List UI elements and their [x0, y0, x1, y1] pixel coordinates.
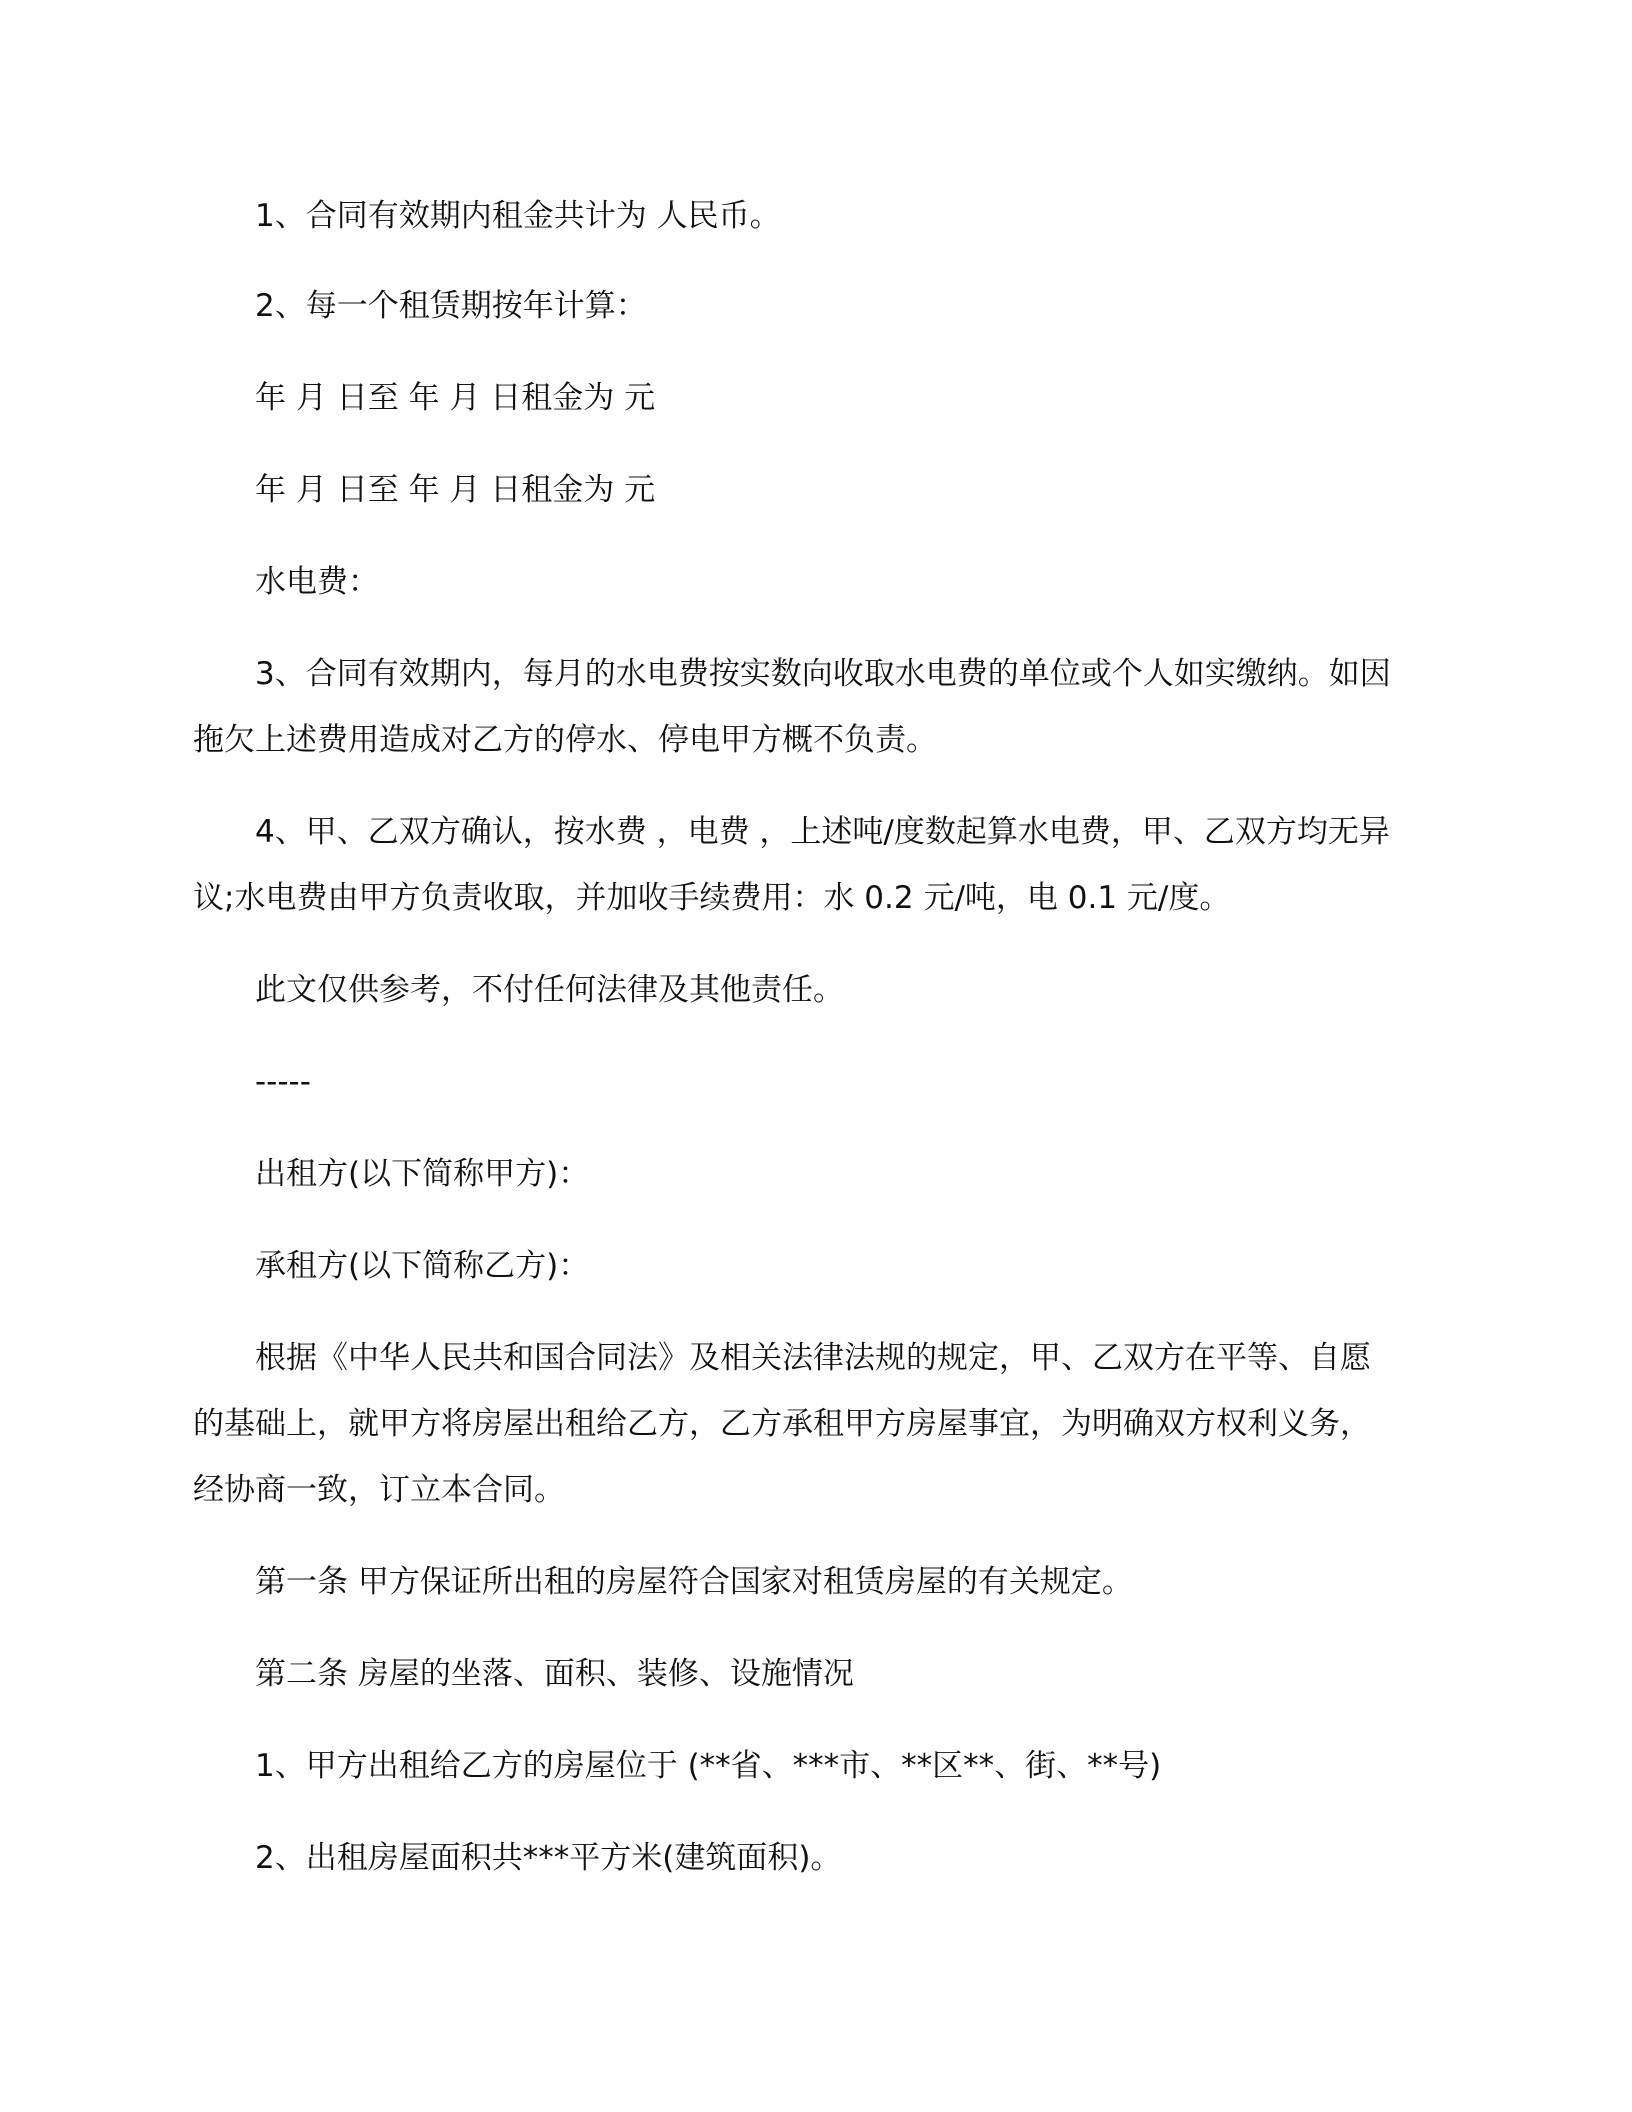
paragraph-rent-line-1: 年 月 日至 年 月 日租金为 元	[255, 380, 656, 416]
paragraph-rent-total: 1、合同有效期内租金共计为 人民币。	[255, 198, 781, 234]
paragraph-article-2-item-1: 1、甲方出租给乙方的房屋位于 (**省、***市、**区**、街、**号)	[255, 1748, 1162, 1784]
paragraph-basis-line-2: 的基础上，就甲方将房屋出租给乙方，乙方承租甲方房屋事宜，为明确双方权利义务，	[193, 1406, 1371, 1442]
paragraph-lessor: 出租方(以下简称甲方)：	[255, 1156, 590, 1192]
paragraph-basis-line-3: 经协商一致，订立本合同。	[193, 1472, 565, 1508]
paragraph-clause-3-line-2: 拖欠上述费用造成对乙方的停水、停电甲方概不负责。	[193, 722, 937, 758]
paragraph-clause-3-line-1: 3、合同有效期内，每月的水电费按实数向收取水电费的单位或个人如实缴纳。如因	[255, 656, 1391, 692]
paragraph-clause-4-line-2: 议;水电费由甲方负责收取，并加收手续费用：水 0.2 元/吨，电 0.1 元/度。	[193, 880, 1231, 916]
paragraph-separator: -----	[255, 1064, 311, 1100]
paragraph-rent-line-2: 年 月 日至 年 月 日租金为 元	[255, 472, 656, 508]
paragraph-clause-4-line-1: 4、甲、乙双方确认，按水费 ，电费 ，上述吨/度数起算水电费，甲、乙双方均无异	[255, 814, 1390, 850]
paragraph-basis-line-1: 根据《中华人民共和国合同法》及相关法律法规的规定，甲、乙双方在平等、自愿	[255, 1340, 1371, 1376]
paragraph-rent-period: 2、每一个租赁期按年计算：	[255, 288, 647, 324]
paragraph-utilities-heading: 水电费：	[255, 564, 379, 600]
paragraph-article-2-item-2: 2、出租房屋面积共***平方米(建筑面积)。	[255, 1840, 842, 1876]
paragraph-lessee: 承租方(以下简称乙方)：	[255, 1248, 590, 1284]
paragraph-article-1: 第一条 甲方保证所出租的房屋符合国家对租赁房屋的有关规定。	[255, 1564, 1133, 1600]
paragraph-disclaimer: 此文仅供参考，不付任何法律及其他责任。	[255, 972, 844, 1008]
paragraph-article-2-heading: 第二条 房屋的坐落、面积、装修、设施情况	[255, 1656, 854, 1692]
